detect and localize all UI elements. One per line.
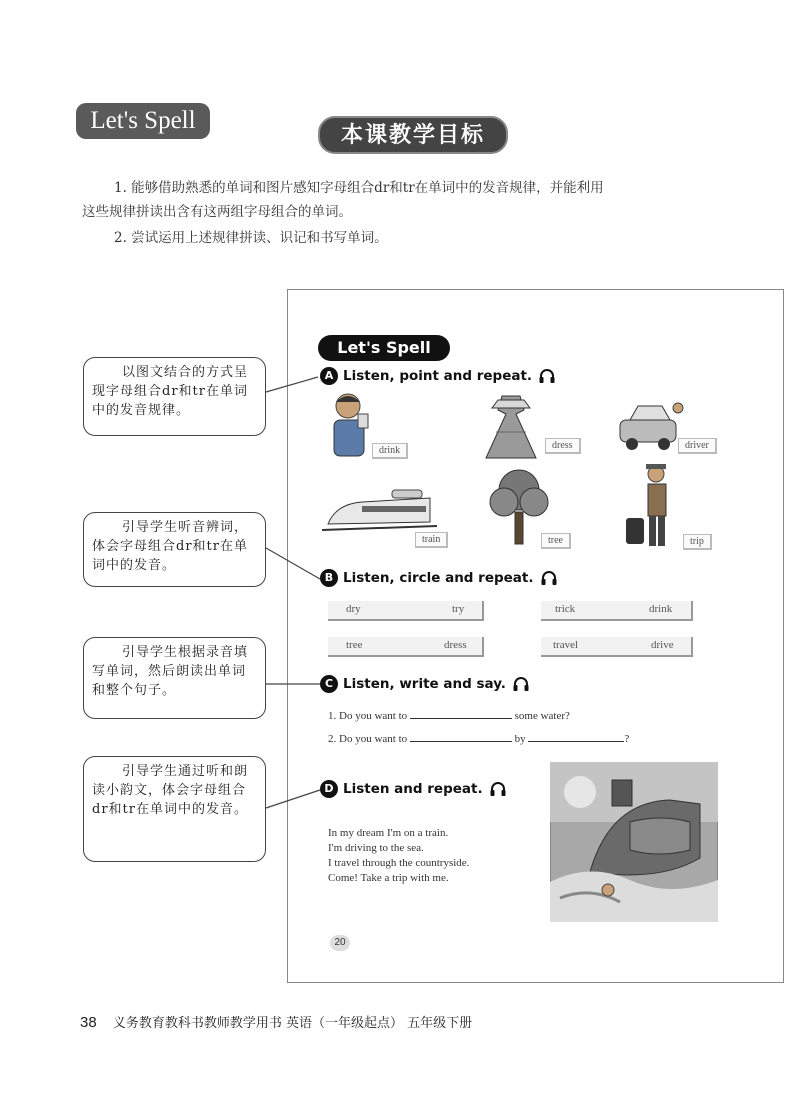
- section-d-letter: D: [320, 780, 338, 798]
- pair-word: dry: [346, 603, 361, 615]
- pair-word: drink: [649, 603, 673, 615]
- section-d-title: Listen and repeat.: [343, 781, 483, 797]
- goal-2: 2. 尝试运用上述规律拼读、识记和书写单词。: [114, 230, 388, 246]
- lets-spell-badge: Let's Spell: [76, 103, 210, 139]
- write-sentence-1: 1. Do you want to some water?: [328, 710, 570, 722]
- section-b-letter: B: [320, 569, 338, 587]
- word-label-tree: tree: [541, 533, 571, 549]
- pair-word: trick: [555, 603, 576, 615]
- rhyme-line: I travel through the countryside.: [328, 857, 470, 869]
- pair-word: drive: [651, 639, 674, 651]
- book-title: 义务教育教科书教师教学用书 英语（一年级起点） 五年级下册: [112, 1016, 473, 1031]
- section-c-title: Listen, write and say.: [343, 676, 506, 692]
- section-c-letter: C: [320, 675, 338, 693]
- section-b-title: Listen, circle and repeat.: [343, 570, 534, 586]
- pair-word: try: [452, 603, 465, 615]
- pair-word: travel: [553, 639, 579, 651]
- pair-word: dress: [444, 639, 467, 651]
- page-footer: [80, 1012, 472, 1031]
- page-number: 38: [80, 1014, 97, 1031]
- teacher-note-4: 引导学生通过听和朗读小韵文，体会字母组合dr和tr在单词中的发音。: [83, 756, 266, 862]
- goal-1: 1. 能够借助熟悉的单词和图片感知字母组合dr和tr在单词中的发音规律，并能利用: [114, 180, 604, 196]
- word-label-driver: driver: [678, 438, 717, 454]
- pair-word: tree: [346, 639, 363, 651]
- teacher-note-3: 引导学生根据录音填写单词，然后朗读出单词和整个句子。: [83, 637, 266, 719]
- teacher-note-1: 以图文结合的方式呈现字母组合dr和tr在单词中的发音规律。: [83, 357, 266, 436]
- textbook-page-number: 20: [330, 935, 350, 951]
- word-label-drink: drink: [372, 443, 408, 459]
- word-label-trip: trip: [683, 534, 712, 550]
- rhyme-line: In my dream I'm on a train.: [328, 827, 449, 839]
- rhyme-line: Come! Take a trip with me.: [328, 872, 449, 884]
- word-label-train: train: [415, 532, 448, 548]
- word-label-dress: dress: [545, 438, 581, 454]
- teacher-note-2: 引导学生听音辨词，体会字母组合dr和tr在单词中的发音。: [83, 512, 266, 587]
- write-sentence-2: 2. Do you want to by ?: [328, 733, 630, 745]
- section-a-letter: A: [320, 367, 338, 385]
- textbook-banner: Let's Spell: [318, 335, 450, 361]
- objectives-title: 本课教学目标: [318, 116, 508, 154]
- goal-1-cont: 这些规律拼读出含有这两组字母组合的单词。: [82, 204, 352, 220]
- rhyme-line: I'm driving to the sea.: [328, 842, 424, 854]
- section-a-title: Listen, point and repeat.: [343, 368, 533, 384]
